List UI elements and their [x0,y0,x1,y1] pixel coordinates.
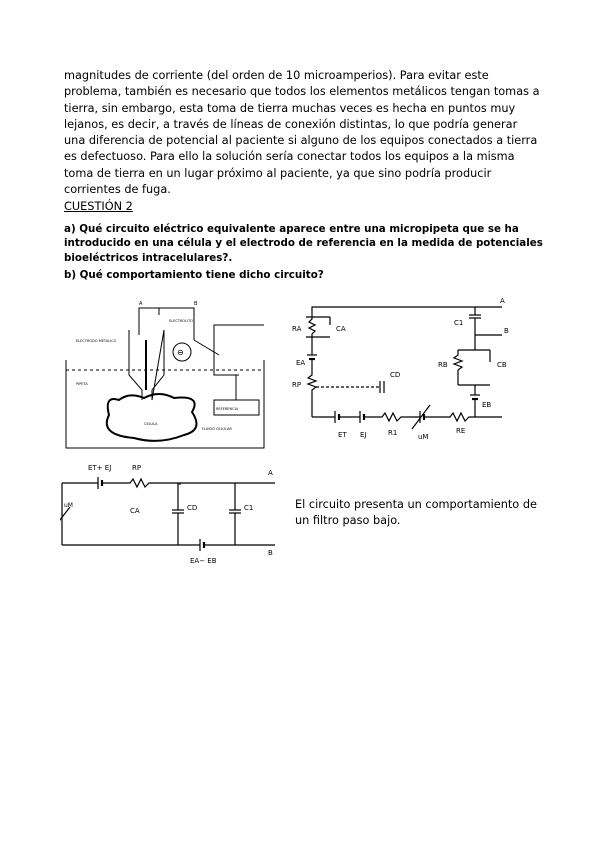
circuit-label-RA: RA [292,325,302,333]
circuit-label-R1: R1 [388,429,398,437]
setup-cell-label: CELULA [144,422,158,426]
equiv-label-A: A [268,469,273,477]
resistor-RB [454,350,462,385]
bath-container [66,360,264,448]
circuit-label-A: A [500,297,505,305]
setup-meter-label: ⊖ [177,348,184,357]
circuit-label-RE: RE [456,427,466,435]
setup-electrode-label: ELECTRODO METALICO [76,339,117,343]
circuit-label-CD: CD [390,371,401,379]
circuit-label-ET: ET [338,431,347,439]
circuit-top-wire [312,307,502,315]
setup-micro-label: ELECTROLITO [169,319,194,323]
question-part-a: a) Qué circuito eléctrico equivalente aparece entre una micropipeta que se ha introducido en una célula y el electrodo de referencia en la medida de potenciales bioeléctricos intracelulares?. [64,223,543,264]
circuit-label-CA: CA [336,325,346,333]
setup-fluid-label: FLUIDO CELULAR [202,427,232,431]
resistor-RE [424,413,502,421]
equiv-label-B: B [268,549,273,557]
circuit-label-RB: RB [438,361,448,369]
circuit-label-EB: EB [482,401,492,409]
equiv-label-uM: uM [64,502,73,509]
resistor-RA [309,317,315,337]
equiv-label-bottom: EA− EB [190,557,217,565]
cell-outline [107,394,197,441]
equiv-label-CD: CD [187,504,198,512]
wire-top [139,308,194,340]
resistor-R1 [364,413,420,421]
equiv-label-CA: CA [130,507,140,515]
equiv-label-RP: RP [132,464,142,472]
micropipette-setup-figure [64,300,274,450]
circuit-label-EA: EA [296,359,306,367]
setup-label-a: A [139,301,143,307]
question-part-b: b) Qué comportamiento tiene dicho circuito? [64,269,324,281]
circuit-label-C1: C1 [454,319,464,327]
equiv-label-C1: C1 [244,504,254,512]
circuit-label-EJ: EJ [360,431,367,439]
circuit-label-CB: CB [497,361,507,369]
setup-label-b: B [194,301,198,307]
circuit-label-uM: uM [418,433,429,441]
setup-reference-label: REFERENCIA [216,407,238,411]
answer-text: El circuito presenta un comportamiento de un filtro paso bajo. [295,498,537,527]
intro-paragraph: magnitudes de corriente (del orden de 10 microamperios). Para evitar este problema, también es necesario que todos los elementos metálicos tengan tomas a tierra, sin embargo, esta toma de tierra muchas veces es hecha en puntos muy lejanos, es decir, a través de líneas de conexión distintas, lo que podría generar una diferencia de potencial al paciente si alguno de los equipos conectados a tierra es defectuoso. Para ello la solución sería conectar todos los equipos a la misma toma de tierra en un lugar próximo al paciente, ya que sino podría producir corrientes de fuga. [64,69,540,197]
equivalent-circuit-figure [60,455,290,575]
circuit-label-B: B [504,327,509,335]
circuit-label-RP: RP [292,381,302,389]
equiv-resistor-RP [102,479,275,487]
question-heading: CUESTIÓN 2 [64,200,133,213]
resistor-RP [308,373,316,393]
detailed-circuit-figure [290,295,520,445]
equiv-label-top: ET+ EJ [88,464,112,472]
setup-pipette-label: PIPETA [76,382,88,386]
